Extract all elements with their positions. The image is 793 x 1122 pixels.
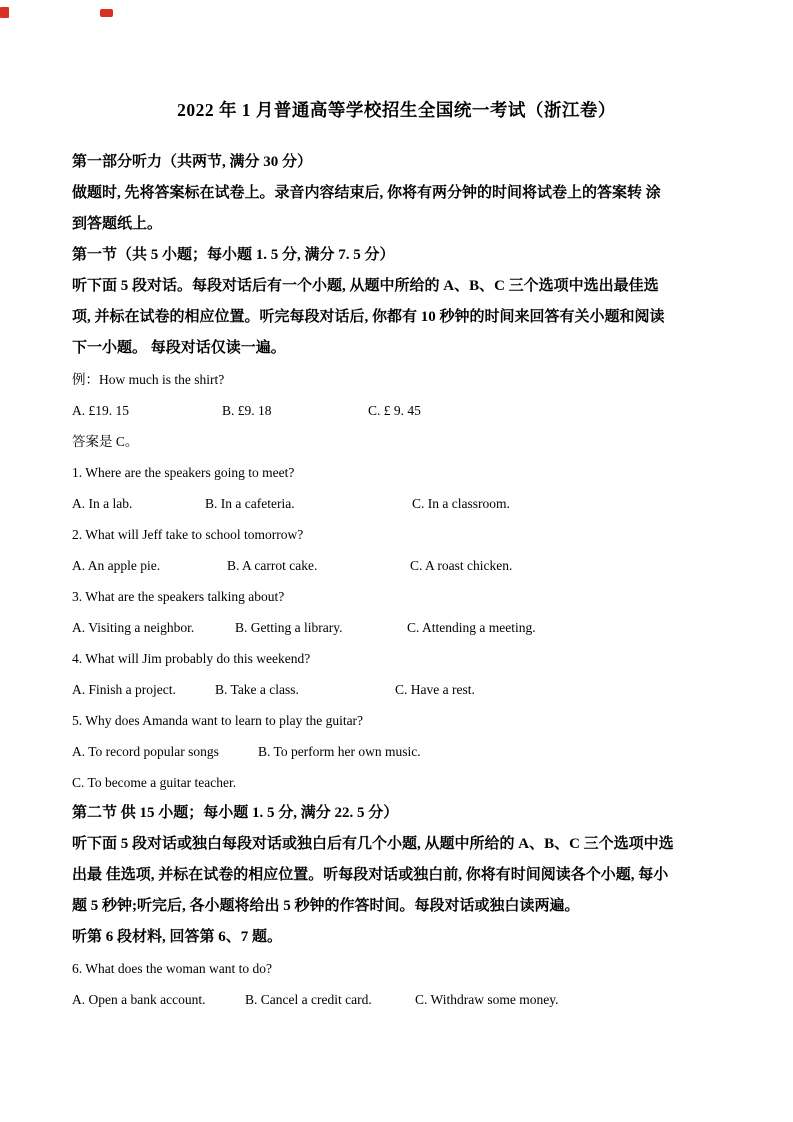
red-artifact-mark-2: [100, 9, 113, 17]
section1-heading: 第一节（共 5 小题；每小题 1. 5 分, 满分 7. 5 分）: [72, 247, 395, 263]
question-6-text: 6. What does the woman want to do?: [72, 961, 272, 976]
paper-body: [72, 147, 725, 1015]
question-1-option-c: C. In a classroom.: [412, 496, 510, 511]
part1-note-line-2: 到答题纸上。: [72, 216, 163, 232]
part1-heading: 第一部分听力（共两节, 满分 30 分）: [72, 154, 313, 170]
question-4-option-a: A. Finish a project.: [72, 682, 176, 697]
example-option-c: C. £ 9. 45: [368, 403, 421, 418]
red-artifact-mark-1: [0, 7, 9, 18]
question-2-text: 2. What will Jeff take to school tomorrow?: [72, 527, 304, 542]
section1-instruction-line-1: 听下面 5 段对话。每段对话后有一个小题, 从题中所给的 A、B、C 三个选项中选出最佳选: [72, 278, 659, 294]
example-answer: 答案是 C。: [72, 434, 139, 449]
question-4-options-row: [72, 674, 725, 705]
question-3-option-b: B. Getting a library.: [235, 620, 343, 635]
question-6-option-c: C. Withdraw some money.: [415, 992, 559, 1007]
example-options-row: [72, 395, 725, 426]
question-3-options-row: [72, 612, 725, 643]
example-option-a: A. £19. 15: [72, 403, 129, 418]
question-2-option-a: A. An apple pie.: [72, 558, 161, 573]
question-5-option-a: A. To record popular songs: [72, 744, 219, 759]
question-1-option-b: B. In a cafeteria.: [205, 496, 295, 511]
question-4-option-b: B. Take a class.: [215, 682, 299, 697]
section2-instruction-line-2: 出最 佳选项, 并标在试卷的相应位置。听每段对话或独白前, 你将有时间阅读各个小题, 每小: [72, 867, 669, 883]
section2-instruction-line-1: 听下面 5 段对话或独白每段对话或独白后有几个小题, 从题中所给的 A、B、C 三个选项中选: [72, 836, 674, 852]
part1-note-line-1: 做题时, 先将答案标在试卷上。录音内容结束后, 你将有两分钟的时间将试卷上的答案转 涂: [72, 185, 661, 201]
question-5-options-row: [72, 736, 725, 767]
example-prompt: 例：How much is the shirt?: [72, 372, 225, 387]
question-1-options-row: [72, 488, 725, 519]
section2-instruction-line-3: 题 5 秒钟;听完后, 各小题将给出 5 秒钟的作答时间。每段对话或独白读两遍。: [72, 898, 580, 914]
paper-title: 2022 年 1 月普通高等学校招生全国统一考试（浙江卷）: [177, 100, 616, 120]
material-6-intro: 听第 6 段材料, 回答第 6、7 题。: [72, 929, 283, 945]
question-2-option-b: B. A carrot cake.: [227, 558, 318, 573]
section2-heading: 第二节 供 15 小题；每小题 1. 5 分, 满分 22. 5 分）: [72, 805, 399, 821]
question-4-option-c: C. Have a rest.: [395, 682, 475, 697]
question-1-option-a: A. In a lab.: [72, 496, 133, 511]
question-3-option-a: A. Visiting a neighbor.: [72, 620, 195, 635]
question-1-text: 1. Where are the speakers going to meet?: [72, 465, 295, 480]
question-4-text: 4. What will Jim probably do this weekend?: [72, 651, 311, 666]
question-2-option-c: C. A roast chicken.: [410, 558, 513, 573]
question-5-option-b: B. To perform her own music.: [258, 744, 421, 759]
question-5-option-c: C. To become a guitar teacher.: [72, 775, 237, 790]
question-3-text: 3. What are the speakers talking about?: [72, 589, 285, 604]
section1-instruction-line-2: 项, 并标在试卷的相应位置。听完每段对话后, 你都有 10 秒钟的时间来回答有关小题和阅读: [72, 309, 665, 325]
question-6-option-b: B. Cancel a credit card.: [245, 992, 372, 1007]
question-2-options-row: [72, 550, 725, 581]
question-6-options-row: [72, 984, 725, 1015]
section1-instruction-line-3: 下一小题。 每段对话仅读一遍。: [72, 340, 286, 356]
example-option-b: B. £9. 18: [222, 403, 272, 418]
question-3-option-c: C. Attending a meeting.: [407, 620, 536, 635]
question-5-text: 5. Why does Amanda want to learn to play the guitar?: [72, 713, 364, 728]
question-6-option-a: A. Open a bank account.: [72, 992, 206, 1007]
